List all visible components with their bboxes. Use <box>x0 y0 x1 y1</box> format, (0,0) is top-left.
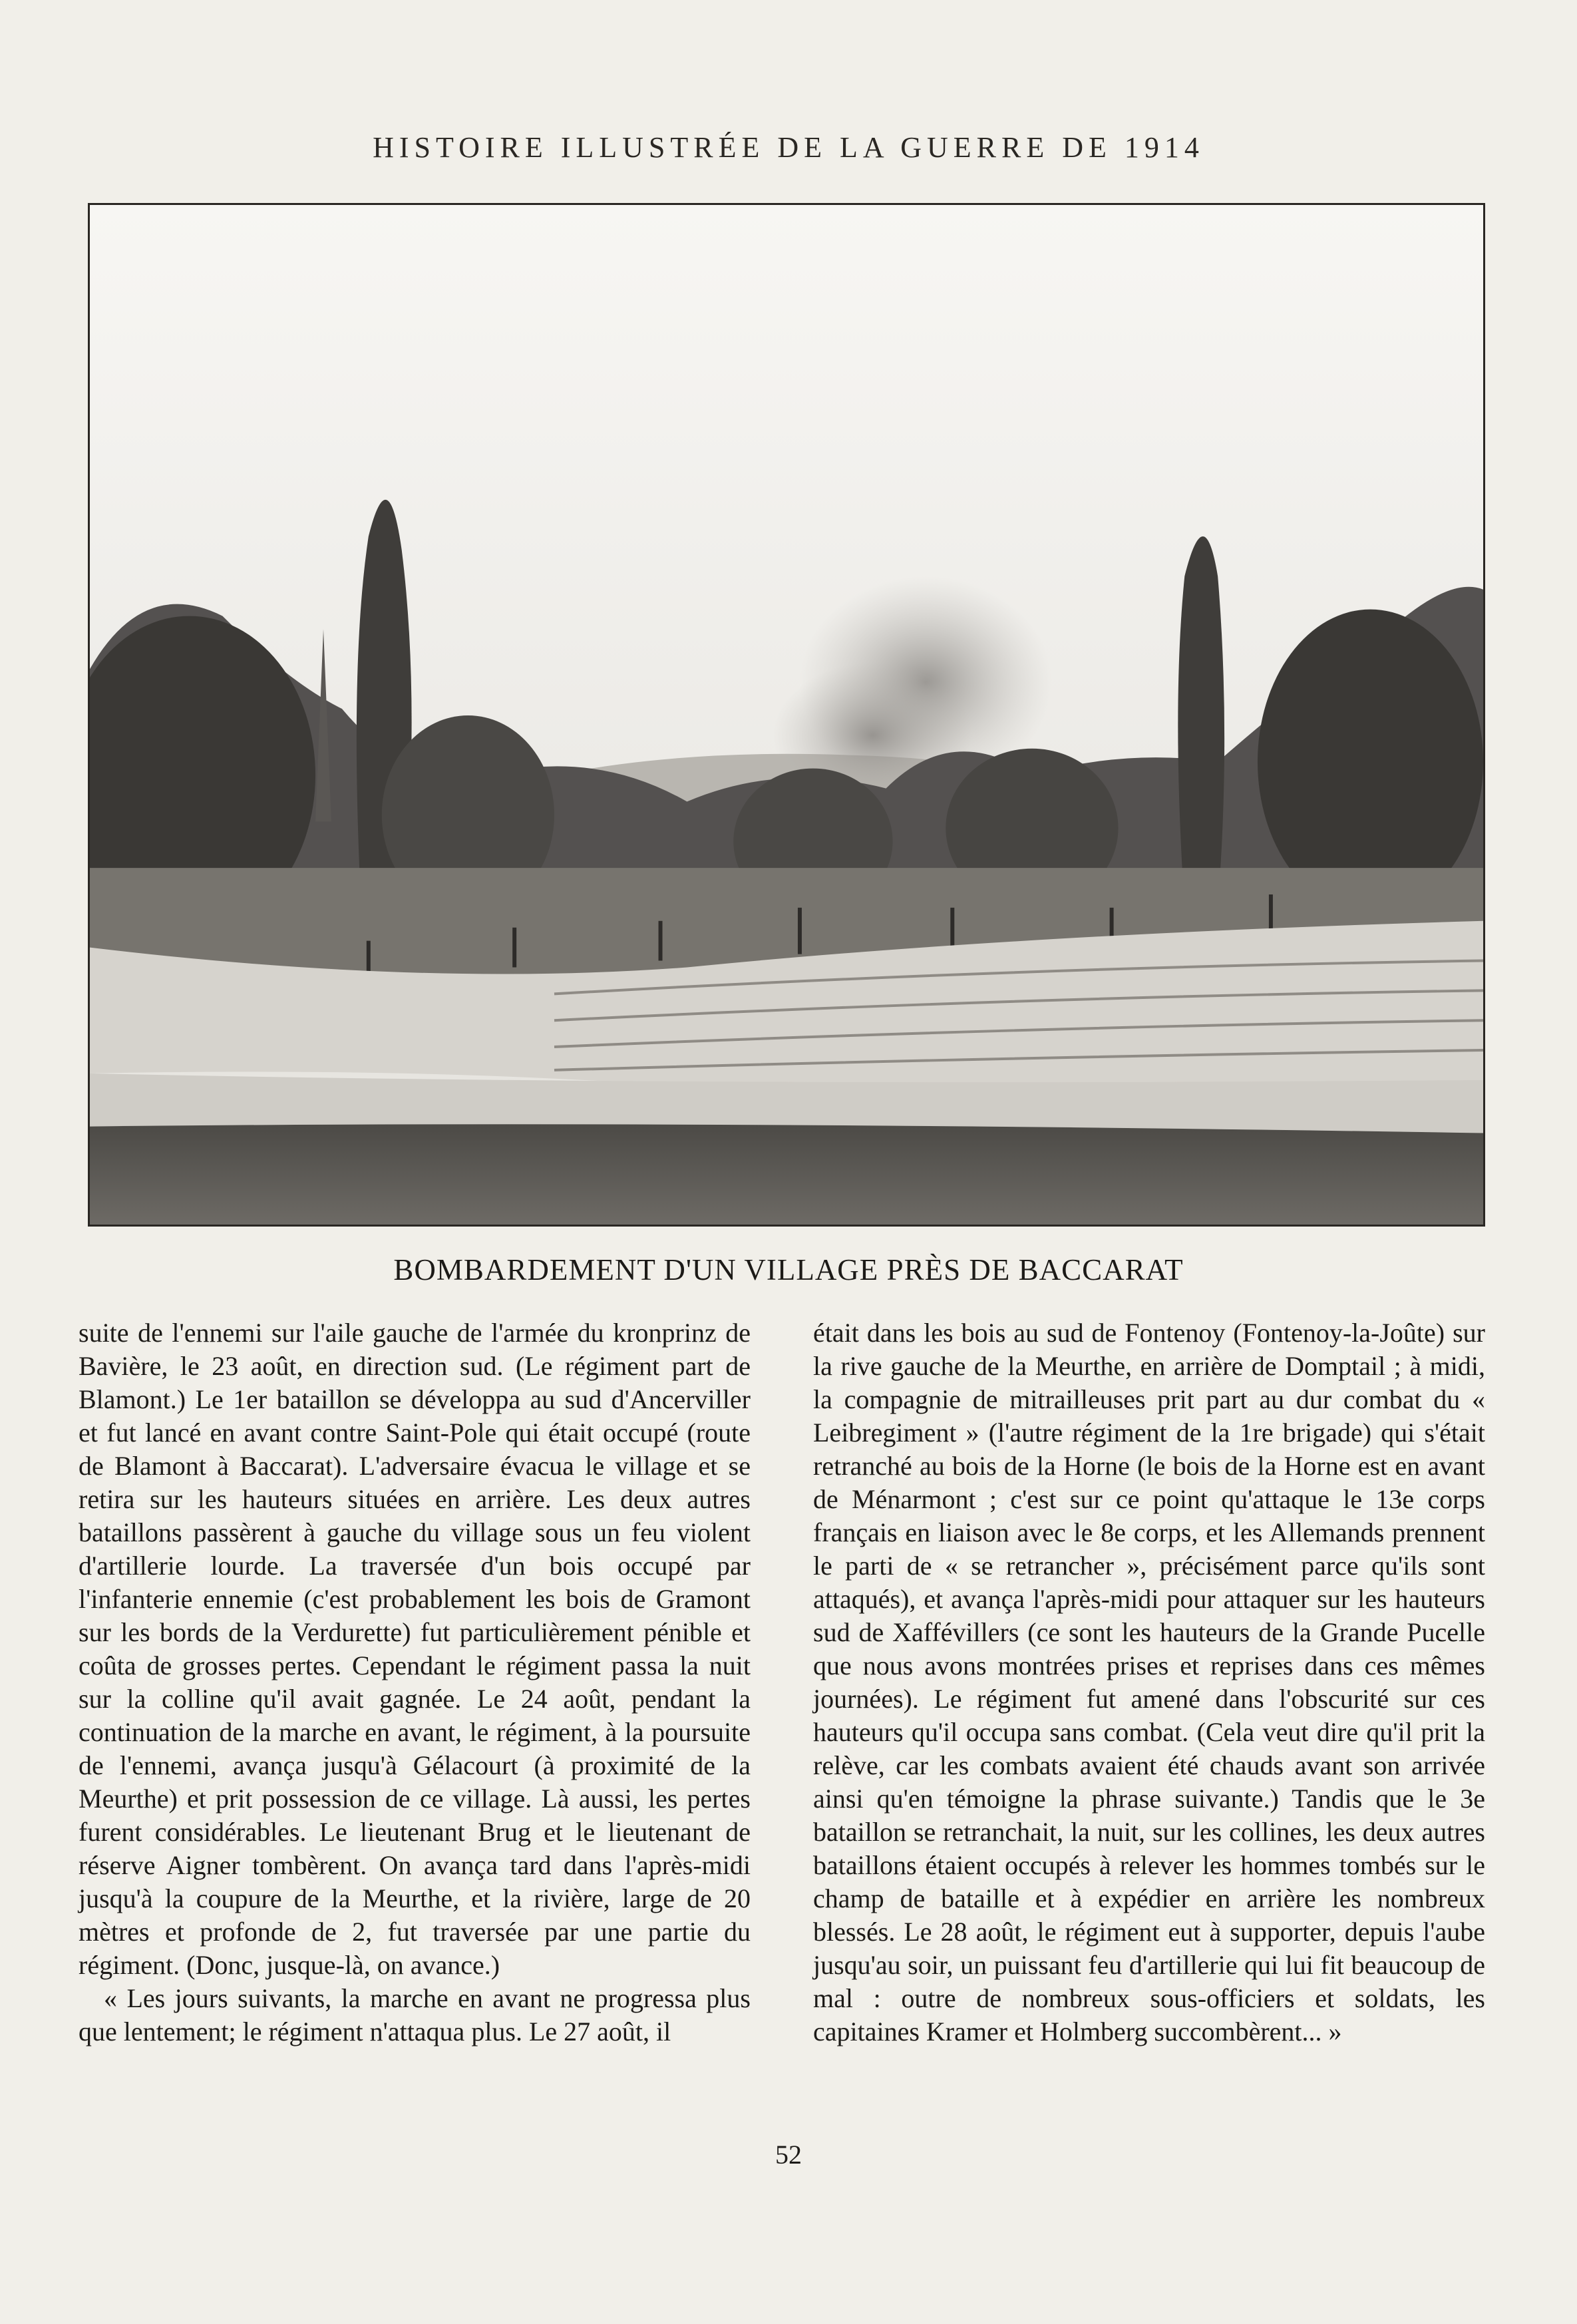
text-column-right <box>813 1316 1485 2048</box>
paragraph: était dans les bois au sud de Fontenoy (Fontenoy-la-Joûte) sur la rive gauche de la Meurthe, en arrière de Domptail ; à midi, la compagnie de mitrailleuses prit part au dur combat du « Leibregiment » (l'autre régiment de la 1re brigade) qui s'était retranché au bois de la Horne (le bois de la Horne est en avant de Ménarmont ; c'est sur ce point qu'attaque le 13e corps français en liaison avec le 8e corps, et les Allemands prennent le parti de « se retrancher », précisément parce qu'ils sont attaqués), et avança l'après-midi pour attaquer sur les hauteurs sud de Xaffévillers (ce sont les hauteurs de la Grande Pucelle que nous avons montrées prises et reprises dans ces mêmes journées). Le régiment fut amené dans l'obscurité sur ces hauteurs qu'il occupa sans combat. (Cela veut dire qu'il prit la relève, car les combats avaient été chauds avant son arrivée ainsi qu'en témoigne la phrase suivante.) Tandis que le 3e bataillon se retranchait, la nuit, sur les collines, les deux autres bataillons étaient occupés à relever les hommes tombés sur le champ de bataille et à expédier en arrière les nombreux blessés. Le 28 août, le régiment eut à supporter, depuis l'aube jusqu'au soir, un puissant feu d'artillerie qui lui fit beaucoup de mal : outre de nombreux sous-officiers et soldats, les capitaines Kramer et Holmberg succombèrent... » <box>813 1318 1485 2046</box>
paragraph: « Les jours suivants, la marche en avant ne progressa plus que lentement; le régiment n'attaqua plus. Le 27 août, il <box>79 1983 751 2046</box>
running-header: HISTOIRE ILLUSTRÉE DE LA GUERRE DE 1914 <box>373 131 1204 164</box>
photograph <box>88 203 1485 1227</box>
page-number: 52 <box>775 2140 802 2170</box>
paragraph: suite de l'ennemi sur l'aile gauche de l'armée du kronprinz de Bavière, le 23 août, en direction sud. (Le régiment part de Blamont.) Le 1er bataillon se développa au sud d'Ancerviller et fut lancé en avant contre Saint-Pole qui était occupé (route de Blamont à Baccarat). L'adversaire évacua le village et se retira sur les hauteurs situées en arrière. Les deux autres bataillons passèrent à gauche du village sous un feu violent d'artillerie lourde. La traversée d'un bois occupé par l'infanterie ennemie (c'est probablement les bois de Gramont sur les bords de la Verdurette) fut particulièrement pénible et coûta de grosses pertes. Cependant le régiment passa la nuit sur la colline qu'il avait gagnée. Le 24 août, pendant la continuation de la marche en avant, le régiment, à la poursuite de l'ennemi, avança jusqu'à Gélacourt (à proximité de la Meurthe) et prit possession de ce village. Là aussi, les pertes furent considérables. Le lieutenant Brug et le lieutenant de réserve Aigner tombèrent. On avança tard dans l'après-midi jusqu'à la coupure de la Meurthe, et la rivière, large de 20 mètres et profonde de 2, fut traversée par une partie du régiment. (Donc, jusque-là, on avance.) <box>79 1318 751 1980</box>
text-column-left <box>79 1316 751 2048</box>
figure-caption: BOMBARDEMENT D'UN VILLAGE PRÈS DE BACCARAT <box>393 1253 1184 1286</box>
